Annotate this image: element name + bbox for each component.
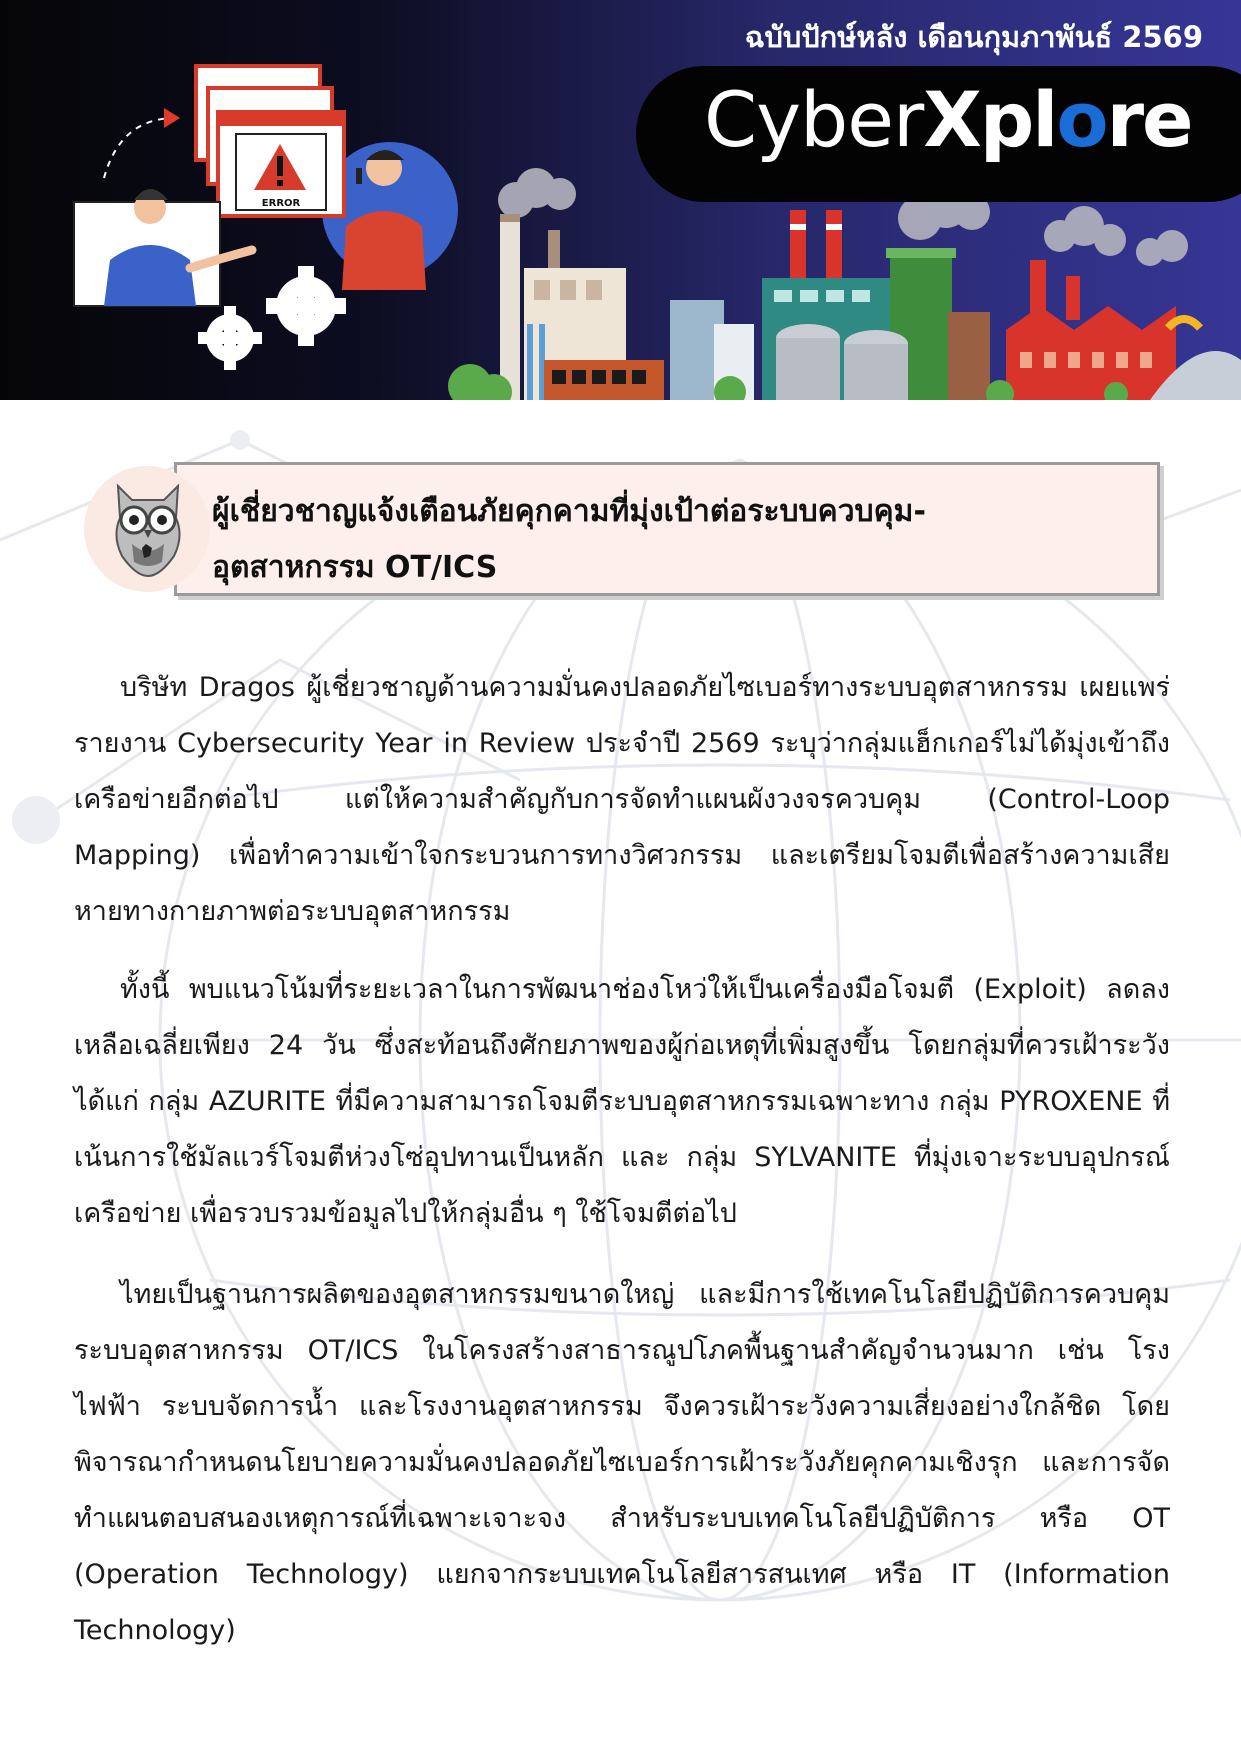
paragraph-2: ทั้งนี้ พบแนวโน้มที่ระยะเวลาในการพัฒนาช่องโหว่ให้เป็นเครื่องมือโจมตี (Exploit) ลดลงเหลือเฉลี่ยเพียง 24 วัน ซึ่งสะท้อนถึงศักยภาพของผู้ก่อเหตุที่เพิ่มสูงขึ้น โดยกลุ่มที่ควรเฝ้าระวัง ได้แก่ กลุ่ม AZURITE ที่มีความสามารถโจมตีระบบอุตสาหกรรมเฉพาะทาง กลุ่ม PYROXENE ที่เน้นการใช้มัลแวร์โจมตีห่วงโซ่อุปทานเป็นหลัก และ กลุ่ม SYLVANITE ที่มุ่งเจาะระบบอุปกรณ์เครือข่าย เพื่อรวบรวมข้อมูลไปให้กลุ่มอื่น ๆ ใช้โจมตีต่อไป bbox=[74, 974, 1170, 1229]
owl-logo-icon bbox=[104, 478, 192, 578]
brand-owl-o: o bbox=[1056, 75, 1107, 164]
issue-date: ฉบับปักษ์หลัง เดือนกุมภาพันธ์ 2569 bbox=[744, 20, 1203, 54]
brand-cyber: Cyber bbox=[704, 75, 924, 164]
brand-logo bbox=[704, 75, 1192, 164]
paragraph-1: บริษัท Dragos ผู้เชี่ยวชาญด้านความมั่นคงปลอดภัยไซเบอร์ทางระบบอุตสาหกรรม เผยแพร่รายงาน Cybersecurity Year in Review ประจำปี 2569 ระบุว่ากลุ่มแฮ็กเกอร์ไม่ได้มุ่งเข้าถึงเครือข่ายอีกต่อไป แต่ให้ความสำคัญกับการจัดทำแผนผังวงจรควบคุม (Control-Loop Mapping) เพื่อทำความเข้าใจกระบวนการทางวิศวกรรม และเตรียมโจมตีเพื่อสร้างความเสียหายทางกายภาพต่อระบบอุตสาหกรรม bbox=[74, 672, 1170, 927]
paragraph-3: ไทยเป็นฐานการผลิตของอุตสาหกรรมขนาดใหญ่ และมีการใช้เทคโนโลยีปฏิบัติการควบคุมระบบอุตสาหกรรม OT/ICS ในโครงสร้างสาธารณูปโภคพื้นฐานสำคัญจำนวนมาก เช่น โรงไฟฟ้า ระบบจัดการน้ำ และโรงงานอุตสาหกรรม จึงควรเฝ้าระวังความเสี่ยงอย่างใกล้ชิด โดยพิจารณากำหนดนโยบายความมั่นคงปลอดภัยไซเบอร์การเฝ้าระวังภัยคุกคามเชิงรุก และการจัดทำแผนตอบสนองเหตุการณ์ที่เฉพาะเจาะจง สำหรับระบบเทคโนโลยีปฏิบัติการ หรือ OT (Operation Technology) แยกจากระบบเทคโนโลยีสารสนเทศ หรือ IT (Information Technology) bbox=[74, 1279, 1170, 1646]
brand-xpl: Xpl bbox=[923, 75, 1057, 164]
factory-illustration bbox=[448, 168, 1241, 400]
svg-text:ERROR: ERROR bbox=[261, 198, 301, 209]
article-title-line-2: อุตสาหกรรม OT/ICS bbox=[212, 550, 498, 585]
error-window-icon bbox=[196, 66, 344, 216]
header-banner bbox=[0, 0, 1241, 400]
article-title bbox=[212, 484, 1142, 596]
article-title-line-1: ผู้เชี่ยวชาญแจ้งเตือนภัยคุกคามที่มุ่งเป้าต่อระบบควบคุม- bbox=[212, 494, 926, 529]
brand-re: re bbox=[1106, 75, 1192, 164]
